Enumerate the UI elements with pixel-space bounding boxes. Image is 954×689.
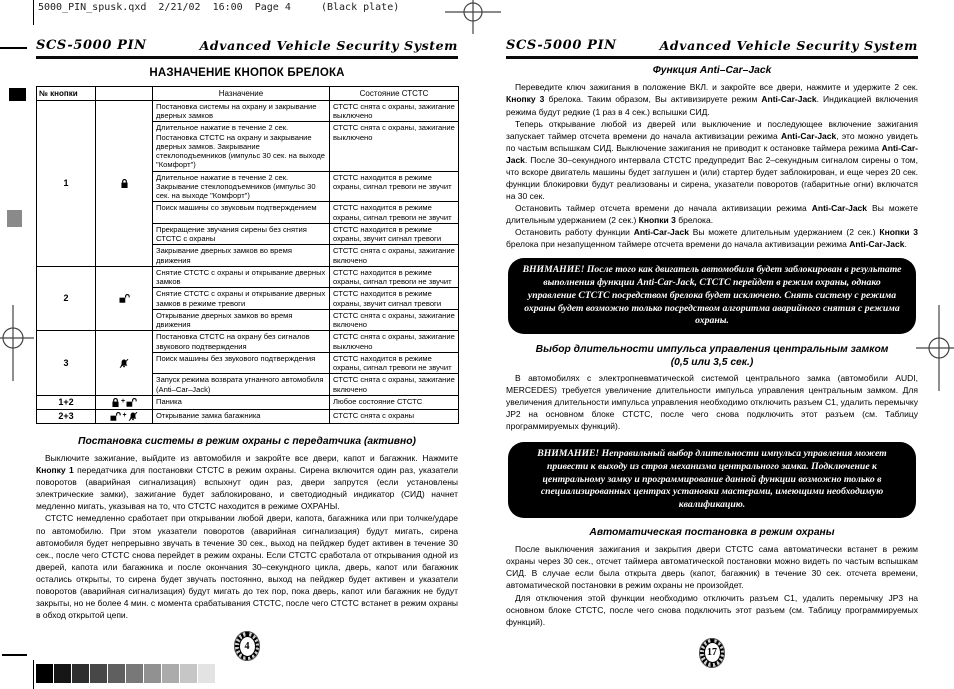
purpose-cell: Паника [153,395,330,409]
section-title: Постановка системы в режим охраны с передатчика (активно) [78,435,416,447]
paragraph: Остановить работу функции Anti-Car-Jack Вы можете длительным удержанием (2 сек.) Кнопки 3 брелока при незапущенном таймере отсчета времени до начала активизации режима Anti-Car-Jack. [506,227,918,250]
section-body [506,81,918,250]
page-number: 17 [704,642,721,663]
grayscale-step [72,664,89,683]
state-cell: СТСТС снята с охраны, зажигание включено [330,245,459,267]
grayscale-step [180,664,197,683]
purpose-cell: Постановка системы на охрану и закрывание дверных замков [153,100,330,122]
crop-mark [33,660,34,689]
column-header-state: Состояние СТСТС [330,87,459,101]
masthead [36,38,458,59]
state-cell: СТСТС снята с охраны, зажигание выключено [330,100,459,122]
table-row [37,409,459,423]
lock-open-icon [110,411,121,422]
purpose-cell: Снятие СТСТС с охраны и открывание дверных замков [153,266,330,288]
state-cell: СТСТС снята с охраны, зажигание включено [330,309,459,331]
state-cell: СТСТС находится в режиме охраны, звучит сигнал тревоги [330,288,459,310]
crop-mark [0,47,27,49]
paragraph: СТСТС немедленно сработает при открывании любой двери, капота, багажника или при толчке/ударе по автомобилю. При этом указатели поворотов (аварийная сигнализация) будут мигать, сирена автомобиля будет непрерывно звучать в течение 30 сек., выход на пейджер будет активен в течение 30 сек., после чего СТСТС снова перейдет в режим охраны. Если СТСТС сработала от открывания одной из дверей, капота или багажника и после окончания 30–секундного цикла, дверь, капот или багажник остались открыты, то сирена будет звучать постоянно, выход на пейджер будет активен и указатели поворотов (аварийная сигнализация) будут мигать до тех пор, пока дверь, капот или багажник не будут закрыты, но не более 4 мин. с момента срабатывания СТСТС, после чего СТСТС встанет в режим охраны в обход открытой цепи. [36,513,458,620]
state-cell: СТСТС снята с охраны [330,409,459,423]
state-cell: Любое состояние СТСТС [330,395,459,409]
paragraph: Остановить таймер отсчета времени до начала активизации режима Anti-Car-Jack Вы можете длительным удержанием (2 сек.) Кнопки 3 брелока. [506,203,919,226]
page-title: НАЗНАЧЕНИЕ КНОПОК БРЕЛОКА [149,67,345,79]
grayscale-step [108,664,125,683]
button-icon-cell [96,409,153,423]
buttons-table [36,86,459,424]
purpose-cell: Запуск режима возврата угнанного автомобиля (Anti–Car–Jack) [153,374,330,396]
button-number-cell: 3 [37,331,96,396]
table-row [37,395,459,409]
paragraph: После выключения зажигания и закрытия двери СТСТС сама автоматически встанет в режим охраны через 30 сек., отсчет таймера автоматической постановки можно видеть по частым вспышкам СИД. В случае если была открыта дверь (капот, багажник) в течение 30 сек. отсчета времени, автоматической постановки в режим охраны не произойдет. [506,544,918,591]
page-number-badge [699,638,725,668]
state-cell: СТСТС находится в режиме охраны, сигнал тревоги не звучит [330,266,459,288]
section-title: Автоматическая постановка в режим охраны [589,526,835,538]
brand-model: SCS-5000 PIN [36,38,147,53]
crop-mark [33,0,34,25]
page-number: 4 [239,636,256,657]
purpose-cell: Постановка СТСТС на охрану без сигналов звукового подтверждения [153,331,330,353]
button-number-cell: 2 [37,266,96,331]
section-body [506,372,918,432]
grayscale-step [36,664,53,683]
purpose-cell: Длительное нажатие в течение 2 сек. Постановка СТСТС на охрану и закрывание дверных замков. Закрывание стеклоподъемников (импульс 30 сек. на выходе "Комфорт") [153,122,330,171]
state-cell: СТСТС снята с охраны, зажигание выключено [330,331,459,353]
table-row [37,266,459,288]
purpose-cell: Поиск машины со звуковым подтверждением [153,202,330,224]
warning-box: ВНИМАНИЕ! После того как двигатель автомобиля будет заблокирован в результате выполнения функции Anti-Car-Jack, СТСТС перейдет в режим охраны, однако управление СТСТС посредством брелока будет исключено. Снять систему с режима охраны будет возможно только посредством алгоритма аварийного снятия с режима охраны. [508,258,916,334]
button-icon-cell [96,331,153,396]
table-row [37,331,459,353]
button-number-cell: 1+2 [37,395,96,409]
button-icon-cell [96,100,153,266]
button-number-cell: 1 [37,100,96,266]
section-body [36,452,458,621]
section-body [506,543,918,627]
column-header-purpose: Назначение [153,87,330,101]
plus-sign: + [120,397,126,405]
plus-sign: + [122,411,127,419]
grayscale-step [144,664,161,683]
lock-open-icon [119,293,130,304]
state-cell: СТСТС находится в режиме охраны, сигнал тревоги не звучит [330,202,459,224]
paragraph: В автомобилях с электропневматической системой центрального замка (автомобили AUDI, MERCEDES) требуется увеличение длительности импульса управления центральным замком. Для увеличения длительности импульса управления необходимо отключить разъем С1, удалить перемычку JP2 на основном блоке СТСТС, после чего снова подключить этот разъем (см. Таблицу программируемых функций). [506,372,918,431]
brand-tagline: Advanced Vehicle Security System [659,38,918,53]
purpose-cell: Поиск машины без звукового подтверждения [153,352,330,374]
paragraph: Переведите ключ зажигания в положение ВКЛ. и закройте все двери, нажмите и удержите 2 сек. Кнопку 3 брелока. Таким образом, Вы активизируете режим Anti-Car-Jack. Индикацией включения режима будут редкие (1 раз в 4 сек.) вспышки СИД. [506,82,919,117]
mute-icon [128,411,138,422]
lock-closed-icon [120,178,129,189]
lock-closed-icon [111,397,120,408]
state-cell: СТСТС снята с охраны, зажигание выключено [330,122,459,171]
grayscale-step [90,664,107,683]
purpose-cell: Длительное нажатие в течение 2 сек. Закрывание стеклоподъемников (импульс 30 сек. на выходе "Комфорт") [153,171,330,202]
right-page [506,38,918,668]
grayscale-step [162,664,179,683]
page-number-badge [234,631,260,661]
purpose-cell: Открывание дверных замков во время движения [153,309,330,331]
brand-model: SCS-5000 PIN [506,38,617,53]
crop-mark [2,654,27,656]
paragraph: Для отключения этой функции необходимо отключить разъем С1, удалить перемычку JP3 на основном блоке СТСТС, после чего снова подключить этот разъем (см. Таблицу программируемых функций). [506,592,918,627]
section-title: Выбор длительности импульса управления центральным замком [535,344,889,356]
left-page [36,38,458,661]
section-title: Функция Anti–Car–Jack [652,65,772,76]
column-header-button: № кнопки [37,87,96,101]
calibration-black-square [9,88,26,101]
grayscale-step [126,664,143,683]
warning-box: ВНИМАНИЕ! Неправильный выбор длительности импульса управления может привести к выходу из строя механизма центрального замка. Подключение к центральному замку и программирование данной функции возможно только в специализированных центрах установки мастерами, имеющими необходимую квалификацию. [508,442,916,518]
button-icon-cell [96,266,153,331]
state-cell: СТСТС снята с охраны, зажигание включено [330,374,459,396]
brand-tagline: Advanced Vehicle Security System [199,38,458,53]
grayscale-calibration-bar [36,664,216,683]
grayscale-step [54,664,71,683]
state-cell: СТСТС находится в режиме охраны, сигнал тревоги не звучит [330,171,459,202]
calibration-gray-square [7,210,22,227]
button-number-cell: 2+3 [37,409,96,423]
section-subtitle: (0,5 или 3,5 сек.) [670,356,754,368]
lock-open-icon [126,397,137,408]
table-header-row [37,87,459,101]
state-cell: СТСТС находится в режиме охраны, сигнал тревоги не звучит [330,352,459,374]
registration-mark-icon [444,0,502,34]
mute-icon [119,358,129,369]
column-header-icon [96,87,153,101]
button-icon-cell [96,395,153,409]
print-filename-line: 5000_PIN_spusk.qxd 2/21/02 16:00 Page 4 (Black plate) [38,2,400,13]
purpose-cell: Снятие СТСТС с охраны и открывание дверных замков в режиме тревоги [153,288,330,310]
purpose-cell: Открывание замка багажника [153,409,330,423]
paragraph: Теперь открывание любой из дверей или выключение и последующее включение зажигания запускает таймер отсчета времени до начала активизации режима Anti-Car-Jack, это можно увидеть по частым вспышкам СИД. Выключение зажигания не приводит к остановке таймера режима Anti-Car-Jack. После 30–секундного интервала СТСТС предупредит Вас 2–секундным сигналом сирены о том, что вскоре двигатель машины будет заглушен и (или) стартер будет заблокирован, и еще через 20 сек. функции блокировки будут реализованы и сирена, указатели поворотов (габаритные огни) включатся на 30 сек. [506,118,918,201]
state-cell: СТСТС находится в режиме охраны, звучит сигнал тревоги [330,223,459,245]
purpose-cell: Прекращение звучания сирены без снятия СТСТС с охраны [153,223,330,245]
masthead [506,38,918,59]
grayscale-step [198,664,215,683]
purpose-cell: Закрывание дверных замков во время движения [153,245,330,267]
table-row [37,100,459,122]
paragraph: Выключите зажигание, выйдите из автомобиля и закройте все двери, капот и багажник. Нажмите Кнопку 1 передатчика для постановки СТСТС в режим охраны. Сирена включится один раз, указатели поворотов (аварийная сигнализация) вспыхнут один раз, двери запрутся (если установлены электрические замки), зажигание будет заблокировано, и светодиодный индикатор (СИД) начнет медленно мигать, указывая на то, что СТСТС находится в режиме ОХРАНЫ. [36,453,458,512]
